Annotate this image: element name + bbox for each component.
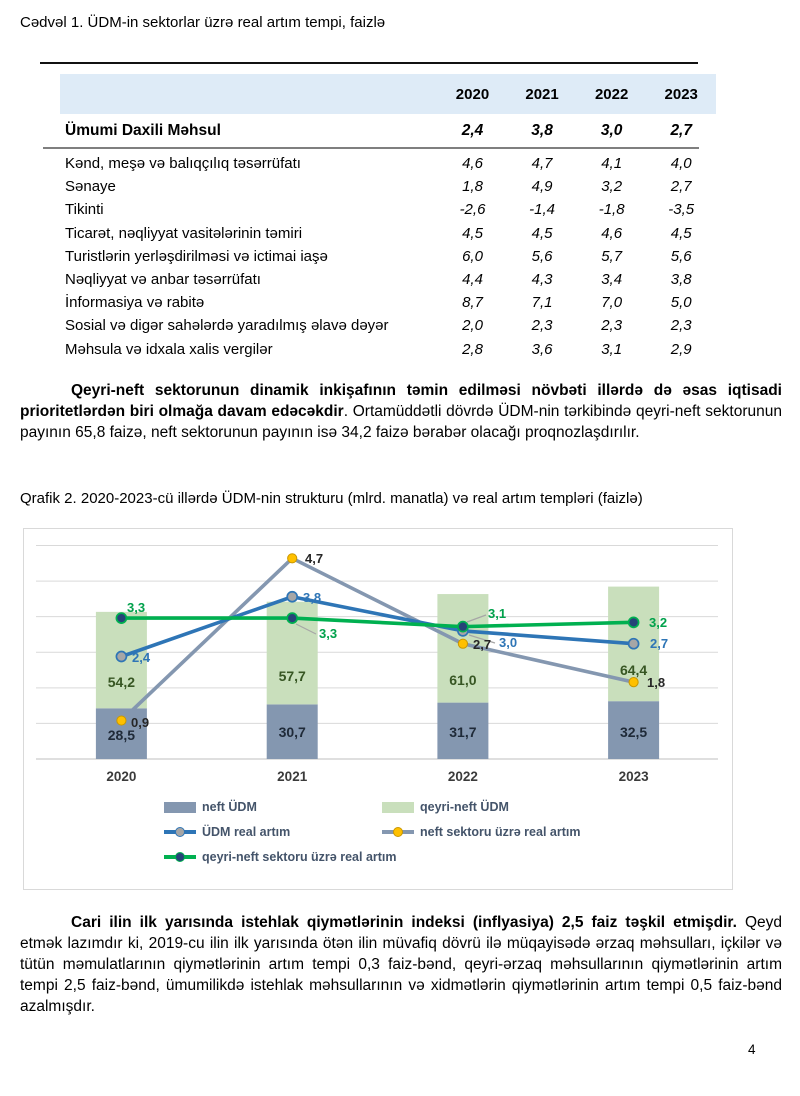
line-label-series-2: 3,3 — [319, 626, 338, 641]
table-row — [60, 198, 716, 221]
table-row-value: 4,7 — [531, 155, 553, 173]
line-label-series-0: 2,4 — [132, 650, 151, 665]
qeyri-neft-sektoru-line-icon — [164, 855, 196, 859]
bar-label-qeyri-neft: 54,2 — [107, 674, 136, 690]
legend-label: qeyri-neft ÜDM — [420, 800, 509, 814]
table-row — [60, 291, 716, 314]
table-row-value: 4,4 — [462, 271, 483, 289]
legend-label: neft ÜDM — [202, 800, 257, 814]
table-row-value: 3,1 — [601, 340, 623, 358]
marker-series-2-2022 — [458, 622, 468, 632]
table-total-value: 3,0 — [600, 121, 623, 139]
line-label-series-0: 2,7 — [650, 636, 669, 651]
qeyri-neft-udm-swatch-icon — [382, 802, 414, 813]
paragraph-nonoil-sector — [20, 380, 782, 443]
table-row — [60, 152, 716, 175]
x-axis-label: 2020 — [106, 769, 137, 784]
table-row-value: 5,7 — [601, 247, 623, 265]
legend-item-neft-udm — [164, 800, 257, 814]
table-row-label: Sosial və digər sahələrdə yaradılmış əlavə dəyər — [65, 317, 389, 335]
table-row-label: Nəqliyyat və anbar təsərrüfatı — [65, 271, 261, 289]
paragraph-inflation-regular-text: Qeyd etmək lazımdır ki, 2019-cu ilin ilk yarısında ötən ilin müvafiq dövrü ilə müqayisədə ərzaq məhsulları, içkilər və tütün məmulatlarının qiymətlərinin artım tempi 0,3 faiz-bənd, qeyri-ərzaq məhsullarının qiymətlərinin artım tempi 2,5 faiz-bənd, ümumilikdə istehlak məhsullarının və xidmətlərin qiymətlərinin artım tempi 0,5 faiz-bənd azalmışdır. — [20, 914, 782, 1015]
marker-series-2-2021 — [287, 613, 297, 623]
line-label-series-1: 1,8 — [647, 675, 666, 690]
table-row — [60, 175, 716, 198]
table-row-value: 2,9 — [670, 340, 692, 358]
table-row-value: 2,7 — [670, 178, 692, 196]
marker-series-1-2021 — [288, 554, 297, 563]
table-row-value: 3,6 — [531, 340, 553, 358]
table-header-row — [60, 74, 716, 114]
paragraph-inflation-bold-text: Cari ilin ilk yarısında istehlak qiymətlərinin indeksi (inflyasiya) 2,5 faiz təşkil etmişdir. — [71, 914, 737, 931]
table-row-value: 8,7 — [462, 294, 483, 312]
table-row-value: 4,6 — [601, 224, 623, 242]
table-row-value: 4,3 — [531, 271, 553, 289]
marker-series-2-2020 — [116, 613, 126, 623]
table-row-label: Sənaye — [65, 178, 116, 196]
table-row-value: 4,1 — [601, 155, 623, 173]
table-row-value: -1,4 — [529, 201, 555, 219]
marker-series-2-2023 — [629, 617, 639, 627]
table-row-value: 6,0 — [462, 247, 483, 265]
marker-series-0-2021 — [287, 592, 297, 602]
table-total-value: 2,7 — [670, 121, 692, 139]
table-row — [60, 245, 716, 268]
legend-label: qeyri-neft sektoru üzrə real artım — [202, 850, 397, 864]
table-row — [60, 268, 716, 291]
table-header-year: 2021 — [525, 85, 559, 103]
legend-item-qeyri-neft-udm — [382, 800, 509, 814]
chart-caption: Qrafik 2. 2020-2023-cü illərdə ÜDM-nin strukturu (mlrd. manatla) və real artım templəri (faizlə) — [20, 490, 643, 507]
bar-label-neft: 31,7 — [449, 724, 477, 740]
table-top-rule — [40, 62, 698, 64]
table-row — [60, 338, 716, 361]
table-row-value: 7,1 — [531, 294, 553, 312]
table-row — [60, 314, 716, 337]
table-total-row — [60, 114, 716, 147]
legend-item-neft-sektoru-real-artim — [382, 825, 580, 839]
legend-item-udm-real-artim — [164, 825, 290, 839]
table-row-value: 7,0 — [601, 294, 623, 312]
paragraph-nonoil-regular-text: . Ortamüddətli dövrdə ÜDM-nin tərkibində qeyri-neft sektorunun payının 65,8 faizə, neft sektorunun payının isə 34,2 faizə bərabər olacağı proqnozlaşdırılır. — [20, 403, 782, 441]
table-row-value: 2,8 — [462, 340, 483, 358]
gdp-growth-table — [60, 74, 716, 361]
table-row-value: 2,0 — [462, 317, 483, 335]
marker-series-0-2023 — [629, 639, 639, 649]
table-row-value: 4,5 — [462, 224, 483, 242]
marker-series-1-2022 — [458, 639, 467, 648]
line-label-series-1: 4,7 — [305, 551, 324, 566]
table-row-value: -1,8 — [598, 201, 625, 219]
bar-label-neft: 28,5 — [107, 727, 136, 743]
table-row-value: 2,3 — [601, 317, 623, 335]
table-row-value: -3,5 — [668, 201, 695, 219]
table-total-label: Ümumi Daxili Məhsul — [65, 121, 221, 139]
table-header-year: 2022 — [594, 85, 629, 103]
table-row-value: 3,8 — [670, 271, 692, 289]
line-series-2 — [121, 618, 633, 627]
table-divider-rule — [43, 147, 699, 149]
page-number: 4 — [748, 1042, 756, 1057]
bar-label-neft: 30,7 — [278, 724, 306, 740]
table-row-value: 4,0 — [670, 155, 692, 173]
line-label-series-0: 3,0 — [499, 635, 518, 650]
paragraph-inflation — [20, 912, 782, 1017]
neft-sektoru-line-icon — [382, 830, 414, 834]
marker-series-0-2020 — [116, 652, 126, 662]
legend-label: neft sektoru üzrə real artım — [420, 825, 581, 839]
line-label-series-1: 0,9 — [131, 715, 150, 730]
table-row-label: Məhsula və idxala xalis vergilər — [65, 340, 273, 358]
table-body — [60, 147, 716, 361]
table-row-label: Ticarət, nəqliyyat vasitələrinin təmiri — [65, 224, 303, 242]
gdp-structure-chart — [23, 528, 733, 890]
marker-series-1-2023 — [629, 678, 638, 687]
line-label-series-2: 3,2 — [649, 615, 668, 630]
x-axis-label: 2023 — [618, 769, 649, 784]
x-axis-label: 2021 — [277, 769, 308, 784]
paragraph-nonoil-bold-text: Qeyri-neft sektorunun dinamik inkişafının təmin edilməsi növbəti illərdə də əsas iqtisadi prioritetlərdən biri olmağa davam edəcəkdir — [20, 382, 782, 420]
legend-label: ÜDM real artım — [202, 825, 291, 839]
table-total-value: 2,4 — [461, 121, 484, 139]
line-label-series-2: 3,3 — [127, 600, 146, 615]
bar-label-qeyri-neft: 64,4 — [619, 662, 648, 678]
table-row — [60, 222, 716, 245]
table-header-year: 2023 — [664, 85, 698, 103]
table-row-value: 4,9 — [531, 178, 553, 196]
line-label-series-0: 3,8 — [303, 590, 322, 605]
x-axis-label: 2022 — [447, 769, 478, 784]
table-row-value: 2,3 — [670, 317, 692, 335]
table-row-value: 4,5 — [670, 224, 692, 242]
table-row-value: 2,3 — [531, 317, 553, 335]
table-row-value: 5,0 — [670, 294, 692, 312]
legend-item-qeyri-neft-sektoru-real-artim — [164, 850, 397, 864]
line-label-series-2: 3,1 — [488, 606, 507, 621]
table-row-value: 3,2 — [601, 178, 623, 196]
table-row-value: 5,6 — [531, 247, 553, 265]
table-row-value: 4,6 — [462, 155, 483, 173]
table-row-value: 4,5 — [531, 224, 553, 242]
bar-label-neft: 32,5 — [619, 724, 648, 740]
marker-series-1-2020 — [117, 716, 126, 725]
table-row-label: Tikinti — [65, 201, 104, 219]
table-row-value: -2,6 — [459, 201, 486, 219]
table-caption: Cədvəl 1. ÜDM-in sektorlar üzrə real artım tempi, faizlə — [20, 14, 386, 31]
chart-canvas — [24, 529, 732, 889]
bar-label-qeyri-neft: 57,7 — [278, 668, 306, 684]
bar-label-qeyri-neft: 61,0 — [449, 672, 477, 688]
table-row-value: 5,6 — [670, 247, 692, 265]
table-row-value: 1,8 — [462, 178, 483, 196]
table-total-value: 3,8 — [531, 121, 553, 139]
table-row-label: Turistlərin yerləşdirilməsi və ictimai iaşə — [65, 247, 328, 265]
neft-udm-swatch-icon — [164, 802, 196, 813]
table-row-label: İnformasiya və rabitə — [65, 294, 205, 312]
table-row-value: 3,4 — [601, 271, 623, 289]
table-row-label: Kənd, meşə və balıqçılıq təsərrüfatı — [65, 155, 301, 173]
udm-real-artim-line-icon — [164, 830, 196, 834]
line-label-series-1: 2,7 — [473, 637, 492, 652]
table-header-year: 2020 — [455, 85, 490, 103]
